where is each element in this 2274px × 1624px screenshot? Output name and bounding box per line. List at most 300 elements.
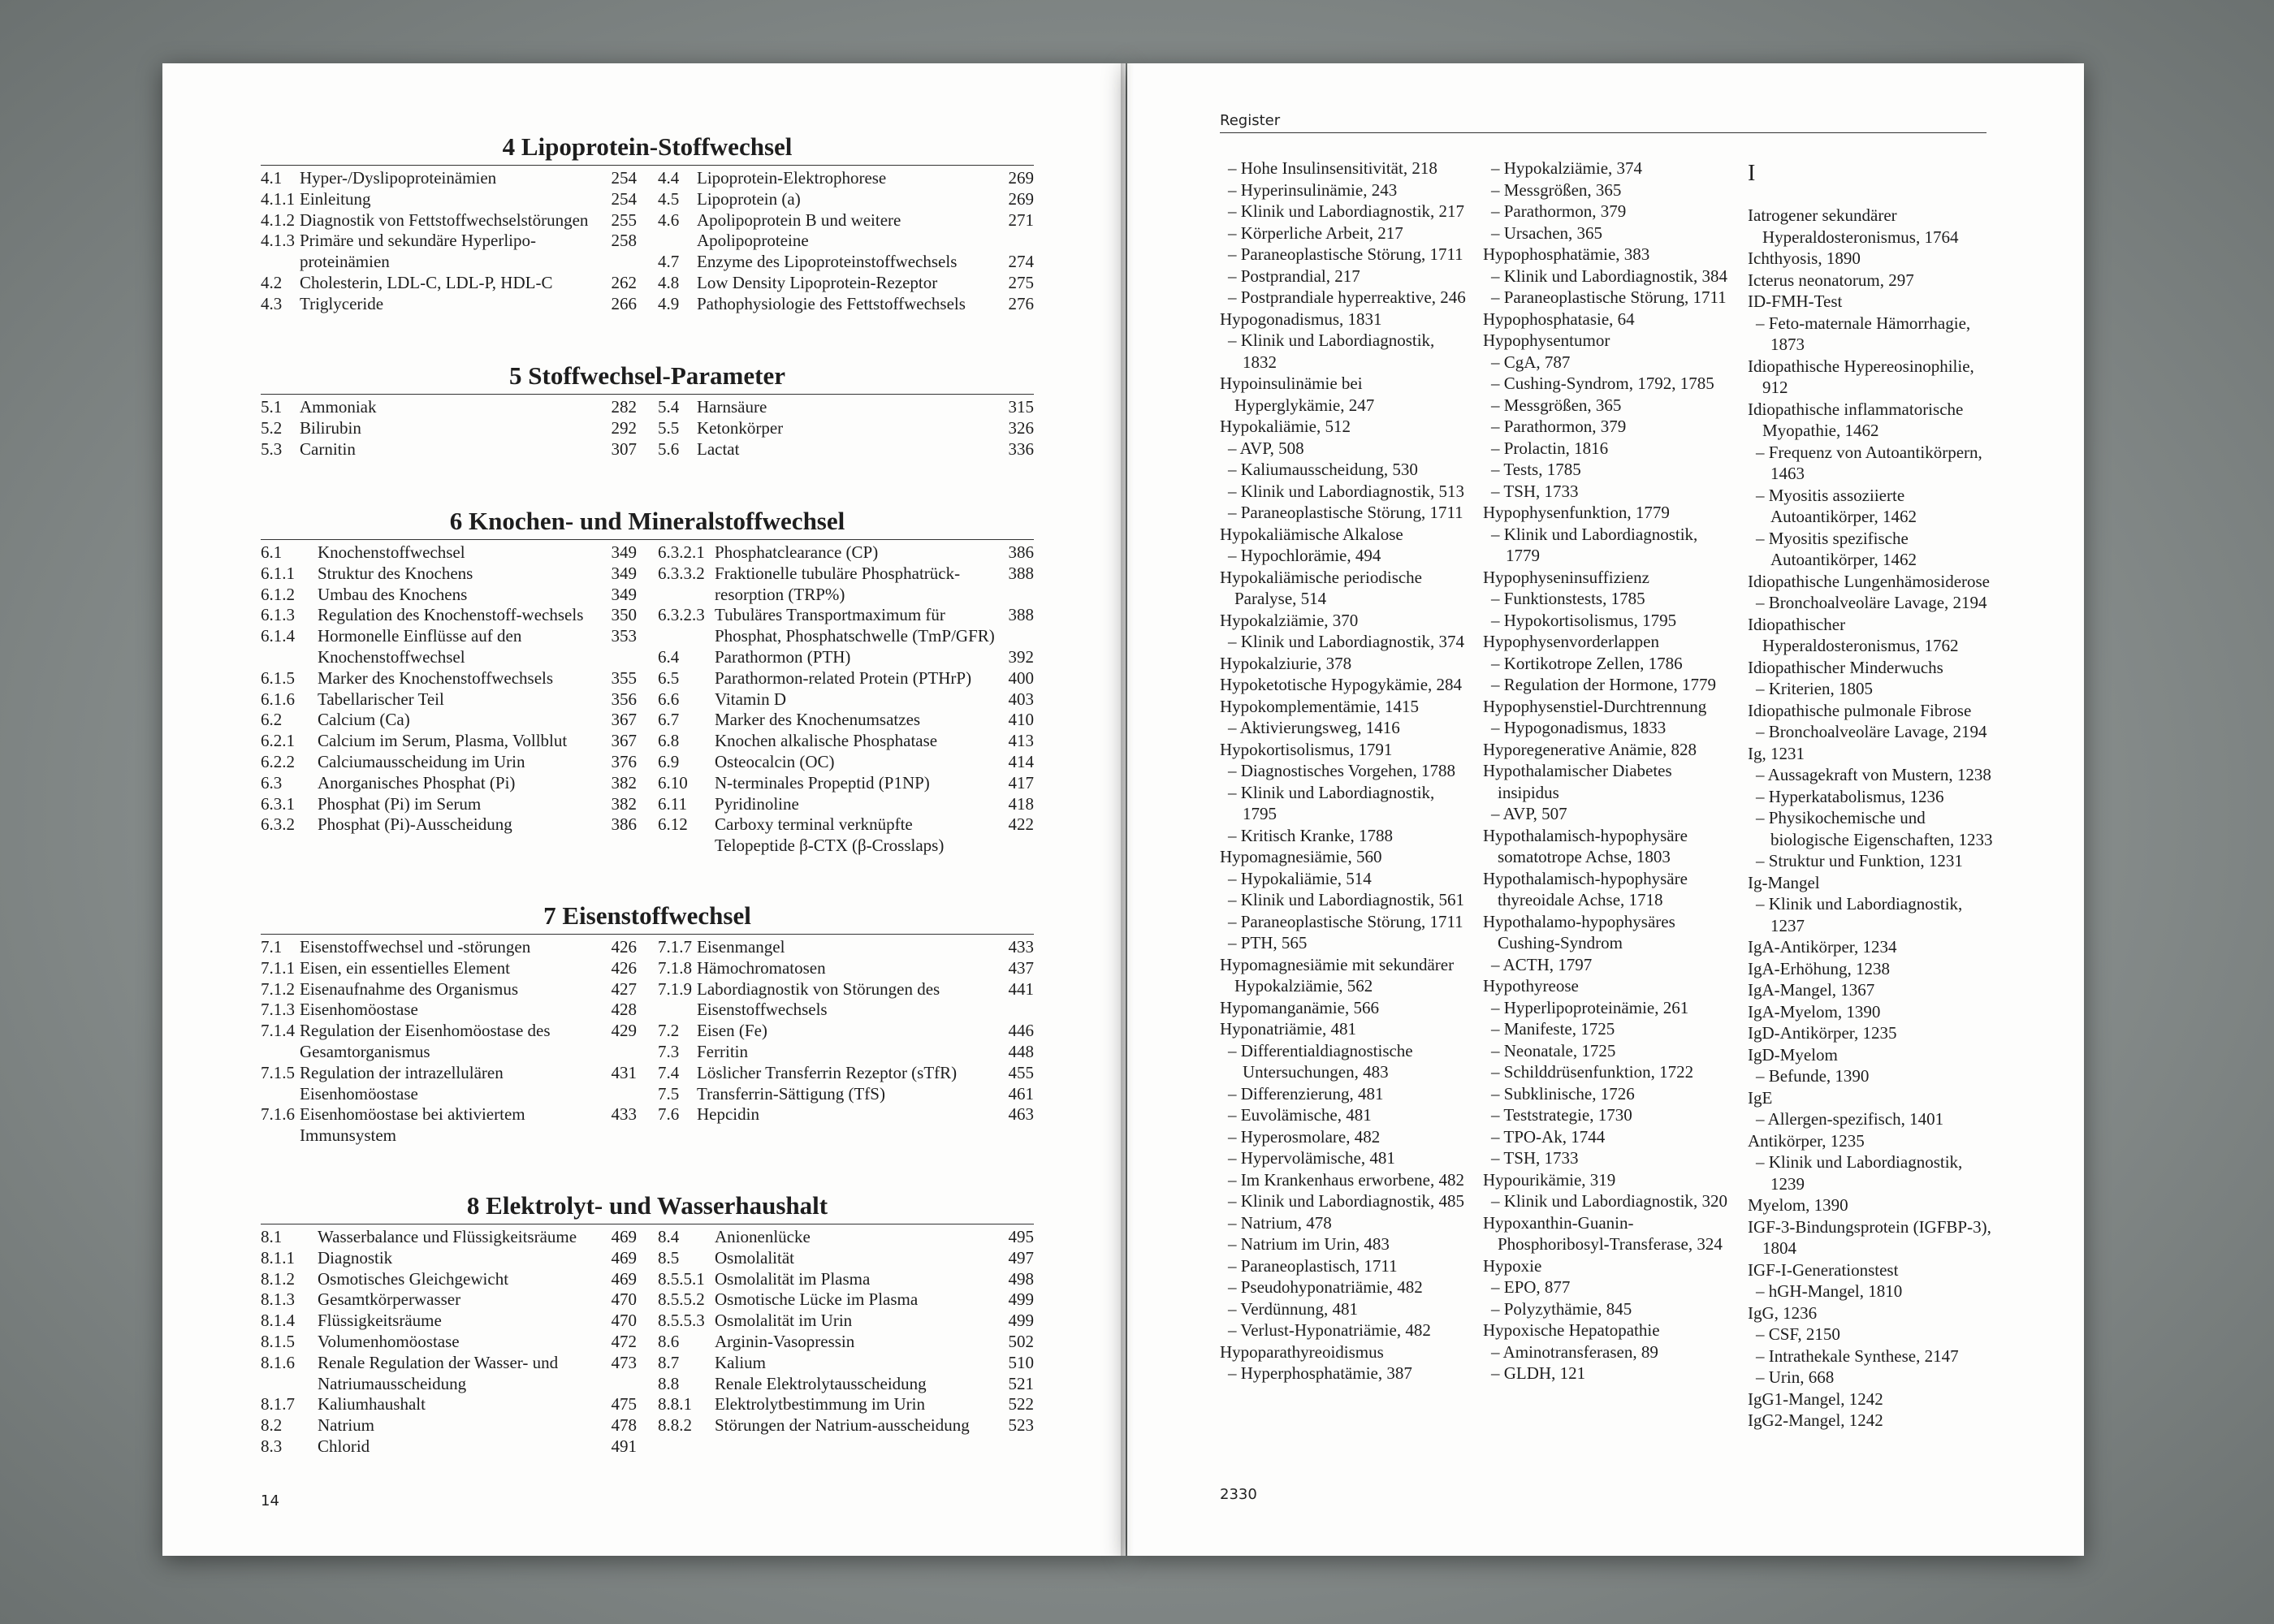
- toc-entry: [261, 1332, 637, 1353]
- toc-entry-number: 8.1.4: [261, 1311, 295, 1331]
- toc-entry: [261, 1063, 637, 1105]
- toc-entry-number: 5.6: [658, 438, 680, 459]
- toc-entry-title: Anorganisches Phosphat (Pi): [318, 772, 516, 793]
- toc-entry: [261, 794, 637, 815]
- toc-entry-title: Elektrolytbestimmung im Urin: [715, 1394, 925, 1415]
- index-subentry: – Myositis spezifische Autoantikörper, 1462: [1756, 528, 1917, 569]
- toc-entry-title: Arginin-Vasopressin: [715, 1331, 855, 1351]
- index-entry: IGF-3-Bindungsprotein (IGFBP-3), 1804: [1748, 1216, 1991, 1258]
- toc-section: [261, 1190, 1034, 1458]
- toc-entry-number: 8.8.2: [658, 1415, 692, 1436]
- toc-entry: [658, 958, 1034, 979]
- toc-entry-number: 4.1.1: [261, 188, 295, 209]
- toc-entry-title: Osteocalcin (OC): [715, 751, 835, 771]
- toc-entry-number: 8.1.5: [261, 1331, 295, 1351]
- toc-entry: [261, 1021, 637, 1063]
- toc-entry-title: Phosphatclearance (CP): [715, 542, 879, 562]
- toc-entry-number: 8.5.5.2: [658, 1289, 705, 1310]
- toc-entry-page: 269: [1008, 188, 1034, 209]
- toc-entry: [261, 189, 637, 210]
- toc-entry-number: 6.2: [261, 710, 283, 730]
- toc-entry-title: Kalium: [715, 1352, 766, 1372]
- toc-entry-page: 461: [1008, 1083, 1034, 1104]
- toc-entry-page: 388: [1008, 605, 1034, 625]
- toc-entry-title: Volumenhomöostase: [318, 1331, 460, 1351]
- toc-entry-title: Lactat: [697, 438, 740, 459]
- toc-entry: [261, 1353, 637, 1395]
- toc-entry-title: Bilirubin: [300, 417, 361, 438]
- toc-entry: [261, 210, 637, 231]
- toc-entry-number: 6.5: [658, 667, 680, 688]
- toc-entry-page: 382: [611, 772, 637, 793]
- index-subentry: – Aminotransferasen, 89: [1491, 1341, 1658, 1362]
- toc-entry-number: 5.2: [261, 417, 283, 438]
- toc-entry-page: 367: [611, 710, 637, 730]
- index-subentry: – Verlust-Hyponatriämie, 482: [1228, 1320, 1431, 1340]
- index-subentry: – Hypervolämische, 481: [1228, 1148, 1395, 1168]
- index-subentry: – Tests, 1785: [1491, 460, 1581, 479]
- toc-entry-page: 269: [1008, 168, 1034, 188]
- index-subentry: – Klinik und Labordiagnostik, 1795: [1228, 782, 1435, 823]
- toc-entry-number: 6.3: [261, 772, 283, 793]
- index-subentry: – Frequenz von Autoantikörpern, 1463: [1756, 442, 1982, 483]
- index-entry: IgG2-Mangel, 1242: [1748, 1410, 1883, 1430]
- index-subentry: – Polyzythämie, 845: [1491, 1298, 1632, 1319]
- index-subentry: – Urin, 668: [1756, 1367, 1835, 1387]
- index-entry: IgE: [1748, 1087, 1773, 1108]
- toc-entry-title: Diagnostik: [318, 1247, 393, 1268]
- index-entry: Hypokaliämische Alkalose: [1220, 524, 1403, 544]
- section-title: 8 Elektrolyt- und Wasserhaushalt: [466, 1191, 828, 1220]
- toc-section: [261, 506, 1034, 857]
- toc-entry-number: 7.1.9: [658, 978, 692, 999]
- toc-entry-page: 495: [1008, 1227, 1034, 1246]
- toc-entry-title: Osmolalität im Plasma: [715, 1268, 871, 1289]
- toc-entry-page: 417: [1008, 772, 1034, 793]
- index-subentry: – Hyperlipoproteinämie, 261: [1491, 997, 1689, 1017]
- toc-entry-title: Kaliumhaushalt: [318, 1394, 426, 1415]
- index-subentry: – Parathormon, 379: [1491, 201, 1627, 221]
- index-subentry: – Euvolämische, 481: [1228, 1105, 1372, 1125]
- toc-entry: [658, 668, 1034, 689]
- index-subentry: – Prolactin, 1816: [1491, 438, 1609, 458]
- section-title: 5 Stoffwechsel-Parameter: [509, 361, 785, 390]
- toc-entry-page: 422: [1008, 814, 1034, 835]
- toc-entry-page: 349: [611, 584, 637, 604]
- toc-entry-page: 491: [611, 1436, 637, 1456]
- toc-section: [261, 361, 1034, 460]
- toc-entry-page: 470: [611, 1311, 637, 1331]
- toc-entry: [658, 1394, 1034, 1415]
- index-subentry: – Parathormon, 379: [1491, 417, 1627, 436]
- toc-entry-title: Flüssigkeitsräume: [318, 1311, 442, 1331]
- index-subentry: – Hypokalziämie, 374: [1491, 158, 1643, 178]
- toc-entry: [658, 1269, 1034, 1290]
- index-entry: Hypoparathyreoidismus: [1220, 1341, 1384, 1362]
- toc-entry-number: 7.1.1: [261, 957, 295, 978]
- toc-entry-title: Tabellarischer Teil: [318, 689, 444, 709]
- toc-entry: [261, 1311, 637, 1332]
- toc-entry: [261, 1415, 637, 1436]
- index-entry: Hypophysentumor: [1483, 330, 1610, 350]
- index-entry: Hyporegenerative Anämie, 828: [1483, 739, 1697, 759]
- toc-entry: [658, 542, 1034, 564]
- toc-entry: [658, 1042, 1034, 1063]
- toc-entry: [658, 979, 1034, 1021]
- index-subentry: – Klinik und Labordiagnostik, 1779: [1491, 524, 1698, 565]
- index-entry: Idiopathische pulmonale Fibrose: [1748, 700, 1972, 720]
- toc-entry: [261, 439, 637, 460]
- toc-entry-title: Hormonelle Einflüsse auf den Knochenstoffwechsel: [318, 626, 522, 667]
- toc-entry-title: Parathormon-related Protein (PTHrP): [715, 667, 972, 688]
- toc-entry: [261, 626, 637, 668]
- toc-entry-number: 7.1.5: [261, 1062, 295, 1082]
- toc-entry: [261, 564, 637, 585]
- toc-entry-page: 427: [611, 978, 637, 999]
- toc-entry-number: 6.9: [658, 751, 680, 771]
- index-entry: Idiopathischer Minderwuchs: [1748, 657, 1943, 677]
- index-entry: Hypokalziurie, 378: [1220, 653, 1352, 673]
- toc-entry-number: 6.6: [658, 689, 680, 709]
- index-entry: Hypophysenvorderlappen: [1483, 632, 1659, 651]
- index-subentry: – Ursachen, 365: [1491, 222, 1603, 243]
- running-head: Register: [1220, 112, 1987, 133]
- toc-entry-title: Transferrin-Sättigung (TfS): [697, 1083, 885, 1104]
- toc-entry-title: Phosphat (Pi)-Ausscheidung: [318, 814, 512, 835]
- index-subentry: – Hohe Insulinsensitivität, 218: [1228, 158, 1437, 178]
- index-subentry: – Hyperinsulinämie, 243: [1228, 179, 1398, 200]
- toc-entry-number: 6.4: [658, 646, 680, 667]
- toc-entry-number: 7.6: [658, 1104, 680, 1125]
- index-entry: Hypogonadismus, 1831: [1220, 309, 1382, 329]
- index-entry: Hypophysenstiel-Durchtrennung: [1483, 696, 1707, 716]
- index-subentry: – Befunde, 1390: [1756, 1066, 1870, 1086]
- toc-entry-title: Osmolalität im Urin: [715, 1311, 853, 1331]
- toc-entry-number: 5.5: [658, 417, 680, 438]
- index-subentry: – Subklinische, 1726: [1491, 1083, 1635, 1104]
- index-subentry: – Allergen-spezifisch, 1401: [1756, 1109, 1944, 1129]
- index-subentry: – TPO-Ak, 1744: [1491, 1126, 1606, 1147]
- toc-entry-number: 6.2.2: [261, 751, 295, 771]
- toc-entry-page: 410: [1008, 710, 1034, 730]
- toc-entry-number: 8.1.2: [261, 1268, 295, 1289]
- toc-entry-number: 6.1.1: [261, 563, 295, 583]
- toc-entry: [261, 958, 637, 979]
- toc-entry-page: 472: [611, 1331, 637, 1351]
- toc-entry: [658, 647, 1034, 668]
- index-subentry: – Klinik und Labordiagnostik, 217: [1228, 201, 1465, 221]
- toc-entry-number: 8.5: [658, 1247, 680, 1268]
- toc-entry-page: 473: [611, 1352, 637, 1372]
- toc-entry-number: 6.1: [261, 542, 283, 562]
- index-entry: Idiopathische inflammatorische Myopathie, 1462: [1748, 399, 1964, 440]
- index-entry: Antikörper, 1235: [1748, 1130, 1865, 1151]
- index-subentry: – Messgrößen, 365: [1491, 179, 1622, 200]
- index-entry: Hypomagnesiämie mit sekundärer Hypokalziämie, 562: [1220, 954, 1455, 996]
- index-subentry: – PTH, 565: [1228, 933, 1308, 952]
- index-entry: Hypoketotische Hypogykämie, 284: [1220, 675, 1463, 694]
- toc-entry-title: Primäre und sekundäre Hyperlipo-proteinämien: [300, 231, 536, 272]
- index-subentry: – Postprandial, 217: [1228, 266, 1360, 286]
- index-entry: IgA-Mangel, 1367: [1748, 980, 1875, 1000]
- toc-entry-page: 292: [611, 417, 637, 438]
- index-entry: Iatrogener sekundärer Hyperaldosteronismus, 1764: [1748, 205, 1959, 247]
- index-subentry: – Differentialdiagnostische Untersuchungen, 483: [1228, 1040, 1413, 1082]
- toc-entry-title: Osmotische Lücke im Plasma: [715, 1289, 919, 1310]
- index-subentry: – Intrathekale Synthese, 2147: [1756, 1345, 1959, 1366]
- toc-entry-page: 254: [611, 188, 637, 209]
- toc-entry-title: Ketonkörper: [697, 417, 784, 438]
- toc-entry-page: 499: [1008, 1289, 1034, 1310]
- toc-entry-title: Parathormon (PTH): [715, 646, 851, 667]
- toc-entry-page: 349: [611, 542, 637, 562]
- toc-entry-page: 388: [1008, 563, 1034, 583]
- toc-entry-page: 376: [611, 751, 637, 771]
- index-subentry: – Schilddrüsenfunktion, 1722: [1491, 1062, 1694, 1082]
- toc-entry-page: 498: [1008, 1268, 1034, 1289]
- index-subentry: – Klinik und Labordiagnostik, 1239: [1756, 1152, 1963, 1194]
- toc-entry-title: Regulation der intrazellulären Eisenhomöostase: [300, 1062, 504, 1104]
- toc-entry-number: 6.1.6: [261, 689, 295, 709]
- toc-entry-title: Hämochromatosen: [697, 957, 826, 978]
- toc-column: [261, 1227, 637, 1458]
- index-entry: Hypourikämie, 319: [1483, 1169, 1616, 1190]
- index-entry: IgD-Myelom: [1748, 1044, 1838, 1065]
- index-subentry: – TSH, 1733: [1491, 1148, 1579, 1168]
- toc-entry: [658, 294, 1034, 315]
- index-subentry: – Teststrategie, 1730: [1491, 1105, 1632, 1125]
- toc-entry: [658, 773, 1034, 794]
- index-entry: Hypomanganämie, 566: [1220, 997, 1379, 1017]
- toc-entry-page: 353: [611, 626, 637, 646]
- toc-entry-page: 441: [1008, 978, 1034, 999]
- toc-entry-number: 7.1: [261, 937, 283, 957]
- index-subentry: – Klinik und Labordiagnostik, 320: [1491, 1191, 1728, 1211]
- index-entry: Hypothyreose: [1483, 976, 1579, 996]
- toc-entry: [658, 1084, 1034, 1105]
- toc-entry-title: Eisenaufnahme des Organismus: [300, 978, 519, 999]
- toc-entry: [658, 1415, 1034, 1436]
- index-subentry: – Bronchoalveoläre Lavage, 2194: [1756, 593, 1987, 612]
- toc-entry-number: 7.1.8: [658, 957, 692, 978]
- index-subentry: – AVP, 507: [1491, 804, 1567, 823]
- index-subentry: – TSH, 1733: [1491, 481, 1579, 501]
- index-subentry: – AVP, 508: [1228, 438, 1304, 458]
- index-subentry: – Hypokaliämie, 514: [1228, 868, 1372, 888]
- index-subentry: – Paraneoplastische Störung, 1711: [1228, 503, 1463, 522]
- toc-entry-number: 6.7: [658, 710, 680, 730]
- index-subentry: – Hypokortisolismus, 1795: [1491, 610, 1677, 630]
- toc-entry-number: 6.1.5: [261, 667, 295, 688]
- toc-entry-number: 4.3: [261, 293, 283, 313]
- toc-entry: [261, 710, 637, 731]
- toc-column: [261, 168, 637, 315]
- toc-entry: [658, 1063, 1034, 1084]
- toc-entry-number: 8.8: [658, 1373, 680, 1393]
- index-entry: IgA-Myelom, 1390: [1748, 1001, 1881, 1021]
- toc-entry-title: Renale Regulation der Wasser- und Natriumausscheidung: [318, 1352, 559, 1393]
- toc-entry-page: 266: [611, 293, 637, 313]
- index-column-2: [1483, 158, 1735, 1384]
- toc-entry-title: Eisenmangel: [697, 937, 785, 957]
- toc-entry-page: 413: [1008, 731, 1034, 751]
- toc-entry-number: 8.3: [261, 1436, 283, 1456]
- toc-entry-title: Marker des Knochenstoffwechsels: [318, 667, 554, 688]
- index-letter-heading: I: [1748, 161, 1756, 186]
- toc-entry-page: 326: [1008, 417, 1034, 438]
- toc-entry-number: 6.3.1: [261, 793, 295, 814]
- toc-entry-title: Ferritin: [697, 1041, 748, 1061]
- index-entry: Hypophosphatämie, 383: [1483, 244, 1650, 264]
- toc-entry: [261, 1227, 637, 1248]
- toc-entry-page: 429: [611, 1021, 637, 1041]
- index-entry: Hypothalamischer Diabetes insipidus: [1483, 761, 1672, 802]
- index-entry: Hypoxische Hepatopathie: [1483, 1320, 1660, 1340]
- toc-entry-title: Anionenlücke: [715, 1227, 811, 1246]
- index-subentry: – Kriterien, 1805: [1756, 679, 1874, 698]
- toc-entry-number: 4.1.3: [261, 231, 295, 251]
- toc-entry-page: 502: [1008, 1331, 1034, 1351]
- toc-entry-page: 475: [611, 1394, 637, 1415]
- toc-entry: [261, 585, 637, 606]
- toc-entry: [658, 752, 1034, 773]
- toc-entry-number: 6.1.4: [261, 626, 295, 646]
- index-subentry: – CgA, 787: [1491, 352, 1571, 372]
- toc-entry: [261, 1289, 637, 1311]
- toc-entry-number: 6.8: [658, 731, 680, 751]
- toc-entry-title: Gesamtkörperwasser: [318, 1289, 461, 1310]
- index-entry: Idiopathischer Hyperaldosteronismus, 1762: [1748, 614, 1959, 655]
- index-subentry: – Paraneoplastische Störung, 1711: [1228, 911, 1463, 931]
- toc-entry-page: 386: [611, 814, 637, 835]
- toc-entry-page: 431: [611, 1062, 637, 1082]
- toc-entry-number: 7.3: [658, 1041, 680, 1061]
- toc-entry: [261, 979, 637, 1000]
- toc-entry: [261, 397, 637, 418]
- toc-entry: [658, 814, 1034, 857]
- toc-entry-title: Osmolalität: [715, 1247, 794, 1268]
- toc-entry-page: 418: [1008, 793, 1034, 814]
- index-entry: Ig, 1231: [1748, 743, 1805, 763]
- toc-entry: [261, 605, 637, 626]
- toc-entry-page: 463: [1008, 1104, 1034, 1125]
- index-entry: Idiopathische Hypereosinophilie, 912: [1748, 356, 1974, 397]
- toc-entry-number: 7.1.2: [261, 978, 295, 999]
- index-subentry: – Messgrößen, 365: [1491, 395, 1622, 415]
- toc-entry-title: Eisen (Fe): [697, 1021, 767, 1041]
- toc-entry: [658, 1104, 1034, 1125]
- index-entry: Hypophosphatasie, 64: [1483, 309, 1635, 329]
- toc-entry-number: 7.5: [658, 1083, 680, 1104]
- toc-entry-number: 4.6: [658, 209, 680, 230]
- toc-entry-number: 4.9: [658, 293, 680, 313]
- toc-entry: [658, 252, 1034, 273]
- toc-entry-number: 8.7: [658, 1352, 680, 1372]
- index-subentry: – Kaliumausscheidung, 530: [1228, 460, 1418, 479]
- toc-entry: [261, 668, 637, 689]
- index-subentry: – Cushing-Syndrom, 1792, 1785: [1491, 374, 1714, 393]
- index-entry: Hypokortisolismus, 1791: [1220, 739, 1393, 759]
- index-subentry: – Klinik und Labordiagnostik, 561: [1228, 890, 1465, 909]
- index-subentry: – Funktionstests, 1785: [1491, 589, 1645, 608]
- toc-entry-page: 258: [611, 231, 637, 251]
- toc-entry: [658, 1248, 1034, 1269]
- toc-entry-title: N-terminales Propeptid (P1NP): [715, 772, 930, 793]
- toc-entry-title: Wasserbalance und Flüssigkeitsräume: [318, 1227, 577, 1246]
- index-entry: Idiopathische Lungenhämosiderose: [1748, 571, 1990, 591]
- toc-column: [658, 397, 1034, 460]
- index-subentry: – Klinik und Labordiagnostik, 1832: [1228, 330, 1435, 372]
- toc-entry-page: 510: [1008, 1352, 1034, 1372]
- index-subentry: – Paraneoplastische Störung, 1711: [1491, 287, 1727, 307]
- toc-entry-title: Eisenhomöostase: [300, 1000, 418, 1020]
- index-entry: Hyponatriämie, 481: [1220, 1019, 1356, 1039]
- toc-section: [261, 901, 1034, 1147]
- toc-entry-number: 4.2: [261, 272, 283, 292]
- toc-entry-number: 7.4: [658, 1062, 680, 1082]
- toc-entry-title: Phosphat (Pi) im Serum: [318, 793, 482, 814]
- toc-entry: [261, 1436, 637, 1458]
- toc-entry: [658, 1289, 1034, 1311]
- index-entry: Myelom, 1390: [1748, 1195, 1848, 1215]
- toc-entry-title: Marker des Knochenumsatzes: [715, 710, 921, 730]
- toc-entry-number: 6.12: [658, 814, 688, 835]
- index-subentry: – ACTH, 1797: [1491, 954, 1593, 974]
- toc-entry-title: Carnitin: [300, 438, 356, 459]
- index-entry: IgG, 1236: [1748, 1302, 1818, 1323]
- section-title: 7 Eisenstoffwechsel: [543, 901, 751, 930]
- index-subentry: – Differenzierung, 481: [1228, 1083, 1384, 1104]
- toc-entry: [658, 937, 1034, 958]
- index-entry: Hypoxie: [1483, 1255, 1542, 1276]
- toc-entry-number: 8.4: [658, 1227, 680, 1246]
- toc-entry-number: 6.10: [658, 772, 688, 793]
- index-subentry: – EPO, 877: [1491, 1277, 1571, 1297]
- toc-column: [261, 937, 637, 1147]
- index-subentry: – Klinik und Labordiagnostik, 374: [1228, 632, 1465, 651]
- toc-entry-number: 6.1.3: [261, 605, 295, 625]
- index-entry: Hypothalamisch-hypophysäre somatotrope Achse, 1803: [1483, 825, 1688, 866]
- toc-entry: [658, 210, 1034, 253]
- index-entry: IgD-Antikörper, 1235: [1748, 1023, 1897, 1043]
- toc-column: [658, 168, 1034, 315]
- index-subentry: – Myositis assoziierte Autoantikörper, 1462: [1756, 485, 1917, 526]
- toc-entry: [261, 773, 637, 794]
- toc-entry-title: Hepcidin: [697, 1104, 759, 1125]
- index-subentry: – Verdünnung, 481: [1228, 1298, 1359, 1319]
- toc-entry-page: 307: [611, 438, 637, 459]
- toc-entry-page: 521: [1008, 1373, 1034, 1393]
- toc-entry-page: 433: [1008, 937, 1034, 957]
- toc-entry-number: 8.1.7: [261, 1394, 295, 1415]
- index-subentry: – Klinik und Labordiagnostik, 1237: [1756, 894, 1963, 935]
- toc-entry-page: 386: [1008, 542, 1034, 562]
- toc-entry-page: 499: [1008, 1311, 1034, 1331]
- toc-entry: [261, 168, 637, 189]
- index-subentry: – Natrium im Urin, 483: [1228, 1234, 1390, 1254]
- toc-entry-title: Carboxy terminal verknüpfte Telopeptide β-CTX (β-Crosslaps): [715, 814, 945, 856]
- toc-entry-title: Eisen, ein essentielles Element: [300, 957, 510, 978]
- toc-entry-title: Pyridinoline: [715, 793, 799, 814]
- toc-entry-page: 382: [611, 793, 637, 814]
- index-entry: Hypokalziämie, 370: [1220, 610, 1359, 630]
- toc-entry-number: 7.1.6: [261, 1104, 295, 1125]
- index-entry: Icterus neonatorum, 297: [1748, 270, 1914, 290]
- index-entry: Hypothalamo-hypophysäres Cushing-Syndrom: [1483, 911, 1675, 952]
- toc-entry-number: 6.3.2.3: [658, 605, 705, 625]
- toc-entry-number: 4.7: [658, 252, 680, 272]
- toc-entry-title: Regulation der Eisenhomöostase des Gesamtorganismus: [300, 1021, 551, 1061]
